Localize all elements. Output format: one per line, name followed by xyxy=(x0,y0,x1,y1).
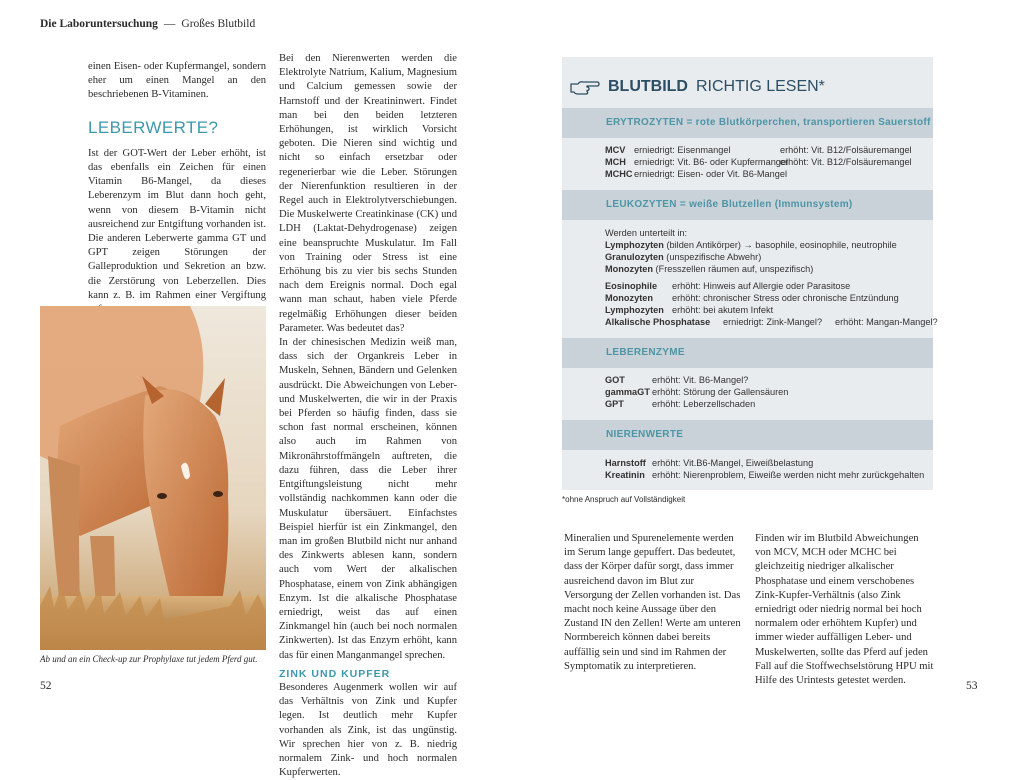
info-box-title-rest: RICHTIG LESEN* xyxy=(695,78,825,95)
table-row xyxy=(605,375,749,387)
column-right-1 xyxy=(564,532,742,674)
photo-caption: Ab und an ein Check-up zur Prophylaxe tut jedem Pferd gut. xyxy=(40,654,258,664)
description: erhöht: Hinweis auf Allergie oder Parasitose xyxy=(672,281,851,291)
column-right-2 xyxy=(755,532,935,688)
description: (unspezifische Abwehr) xyxy=(666,252,762,262)
info-box-title-bold: BLUTBILD xyxy=(608,78,688,95)
table-row xyxy=(605,157,912,169)
running-head-separator: — xyxy=(163,18,176,30)
value-low: erniedrigt: Eisen- oder Vit. B6-Mangel xyxy=(634,169,788,179)
list-item xyxy=(605,240,897,252)
table-row xyxy=(605,458,814,470)
value-low: erniedrigt: Vit. B6- oder Kupfermangel xyxy=(634,157,789,167)
table-row xyxy=(605,305,774,317)
band-leberenzyme: LEBERENZYME xyxy=(562,338,933,368)
leukozyten-intro: Werden unterteilt in: xyxy=(605,228,688,238)
list-item xyxy=(605,252,761,264)
table-row xyxy=(605,470,925,482)
table-row xyxy=(605,387,789,399)
value-high: erhöht: Vit. B12/Folsäuremangel xyxy=(780,157,912,167)
list-item xyxy=(605,264,813,276)
table-row xyxy=(605,281,851,293)
table-row xyxy=(605,399,756,411)
lead-paragraph: einen Eisen- oder Kupfermangel, sondern eher um einen Mangel an den beschriebenen B-Vitaminen. xyxy=(88,61,266,101)
description: erhöht: Leberzellschaden xyxy=(652,399,756,409)
page-number-right: 53 xyxy=(966,680,978,692)
column-left-1 xyxy=(88,60,266,317)
horse-photo xyxy=(40,306,266,650)
term: Harnstoff xyxy=(605,458,646,468)
paragraph-leberwerte: Ist der GOT-Wert der Leber erhöht, ist das ebenfalls ein Zeichen für einen Vitamin B6-Mangel, da dieses Leberenzym im Blut dann hoch geht, wenn von diesem B-Vitamin nicht ausreichend zur Entgiftung vorhanden ist. Die anderen Leberwerte gamma GT und GPT zeigen Störungen der Galleproduktion und Sekretion an bzw. die Zerstörung von Leberzellen. Dies kann z. B. im Rahmen einer Vergiftung xyxy=(88,147,266,301)
table-row xyxy=(605,169,788,181)
term: MCH xyxy=(605,157,626,167)
description: erhöht: Störung der Gallensäuren xyxy=(652,387,789,397)
page-number-left: 52 xyxy=(40,680,52,692)
paragraph-chinesische-medizin: In der chinesischen Medizin weiß man, dass sich der Organkreis Leber in Muskeln, Sehnen, Bändern und Gelenken ausdrückt. Die Abweichungen von Leber- und Muskelwerten, die wir in der Praxis bei Pferden so häufig finden, dass sie schon fast normal erscheinen, können also auch im Rahmen von Mikronährstoffmängeln auftreten, die dazu führen, dass die Leber ihrer Entgiftungsleistung nicht mehr vollständig nachkommen kann oder die Muskulatur übersäuert. Einfachstes Beispiel hierfür ist ein Zinkmangel, den man im großen Blutbild nicht nur anhand des Zinkwerts ablesen kann, sondern auch vom Wert der alkalischen Phosphatase, einem von Zink abhängigen Enzym. Ist die alkalische Phosphatase erniedrigt, weist das auf einen Zinkmangel hin (auch bei noch normalen Zinkwerten). Ist das Enzym erhöht, kann das für einen Manganmangel sprechen. xyxy=(279,337,457,661)
table-row xyxy=(605,145,912,157)
subheading-zink-kupfer: ZINK UND KUPFER xyxy=(279,667,391,680)
band-nierenwerte: NIERENWERTE xyxy=(562,420,933,450)
term: Lymphozyten xyxy=(605,240,664,250)
paragraph-zink-kupfer: Besonderes Augenmerk wollen wir auf das Verhältnis von Zink und Kupfer legen. Ist deutlich mehr Kupfer vorhanden als Zink, ist das ungünstig. Wir sprechen hier von z. B. niedrig normalem Zink- und hoch normalen Kupferwerten. xyxy=(279,681,457,779)
term: Kreatinin xyxy=(605,470,645,480)
footnote: *ohne Anspruch auf Vollständigkeit xyxy=(562,495,686,504)
term: GOT xyxy=(605,375,625,385)
pointing-hand-icon xyxy=(570,79,600,95)
term: Alkalische Phosphatase xyxy=(605,317,711,327)
running-head-section: Die Laboruntersuchung xyxy=(40,18,158,30)
running-head xyxy=(40,18,255,30)
description-secondary: erhöht: Mangan-Mangel? xyxy=(835,317,938,327)
paragraph-mineralien: Mineralien und Spurenelemente werden im Serum lange gepuffert. Das bedeutet, dass der Körper dafür sorgt, dass immer ausreichend davon im Blut zur Versorgung der Zellen vorhanden ist. Das macht noch keine Aussage über den Zustand IN den Zellen! Werte am unteren Normbereich können dabei bereits auffällig sein und sind im Rahmen der Symptomatik zu interpretieren. xyxy=(564,533,741,672)
paragraph-hpu: Finden wir im Blutbild Abweichungen von MCV, MCH oder MCHC bei gleichzeitig niedriger alkalischer Phosphatase und einem verschobenes Zink-Kupfer-Verhältnis (also Zink erniedrigt oder niedrig normal bei hoch normalem oder erhöhtem Kupfer) und immer wieder auffälligen Leber- und Muskelwerten, sollte das Pferd auf jeden Fall auf die Stoffwechselstörung HPU mit Hilfe des Urintests getestet werden. xyxy=(755,533,934,687)
value-low: erniedrigt: Eisenmangel xyxy=(634,145,731,155)
description: (bilden Antikörper) → basophile, eosinophile, neutrophile xyxy=(666,240,897,250)
term: Eosinophile xyxy=(605,281,658,291)
term: MCHC xyxy=(605,169,633,179)
description: erhöht: Vit. B6-Mangel? xyxy=(652,375,749,385)
band-erythrozyten: ERYTROZYTEN = rote Blutkörperchen, transportieren Sauerstoff xyxy=(562,108,933,138)
term: gammaGT xyxy=(605,387,650,397)
description: erniedrigt: Zink-Mangel? xyxy=(723,317,823,327)
term: Monozyten xyxy=(605,264,653,274)
term: Granulozyten xyxy=(605,252,664,262)
info-box-title xyxy=(570,75,825,99)
info-box-blutbild xyxy=(562,57,938,490)
value-high: erhöht: Vit. B12/Folsäuremangel xyxy=(780,145,912,155)
running-head-chapter: Großes Blutbild xyxy=(181,18,256,30)
description: erhöht: bei akutem Infekt xyxy=(672,305,774,315)
term: MCV xyxy=(605,145,626,155)
term: Lymphozyten xyxy=(605,305,664,315)
column-left-2 xyxy=(279,52,457,780)
table-row xyxy=(605,317,938,329)
band-leukozyten: LEUKOZYTEN = weiße Blutzellen (Immunsystem) xyxy=(562,190,933,220)
term: GPT xyxy=(605,399,624,409)
paragraph-nierenwerte: Bei den Nierenwerten werden die Elektrolyte Natrium, Kalium, Magnesium und Calcium gemessen sowie der Harnstoff und der Kreatininwert. Findet man bei den beiden letzteren Erhöhungen, ist wirklich Vorsicht geboten. Die Nieren sind wichtig und nicht so einfach ersetzbar oder regenerierbar wie die Leber. Störungen der Nierenfunktion resultieren in der Regel auch in Elektrolytverschiebungen. Die Muskelwerte Creatinkinase (CK) und LDH (Laktat-Dehydrogenase) zeigen eine beanspruchte Muskulatur. Im Fall von Training oder Stress ist eine Erhöhung bis zu vier bis sechs Stunden nach dem Ereignis normal. Doch egal wann man schaut, haben viele Pferde regelmäßig Erhöhungen dieser beiden Parameter. Was bedeutet das? xyxy=(279,53,457,334)
description: erhöht: Vit.B6-Mangel, Eiweißbelastung xyxy=(652,458,814,468)
description: erhöht: Nierenproblem, Eiweiße werden nicht mehr zurückgehalten xyxy=(652,470,925,480)
description: (Fresszellen räumen auf, unspezifisch) xyxy=(655,264,814,274)
section-heading-leberwerte: LEBERWERTE? xyxy=(88,117,219,137)
table-row xyxy=(605,293,899,305)
description: erhöht: chronischer Stress oder chronische Entzündung xyxy=(672,293,899,303)
term: Monozyten xyxy=(605,293,653,303)
